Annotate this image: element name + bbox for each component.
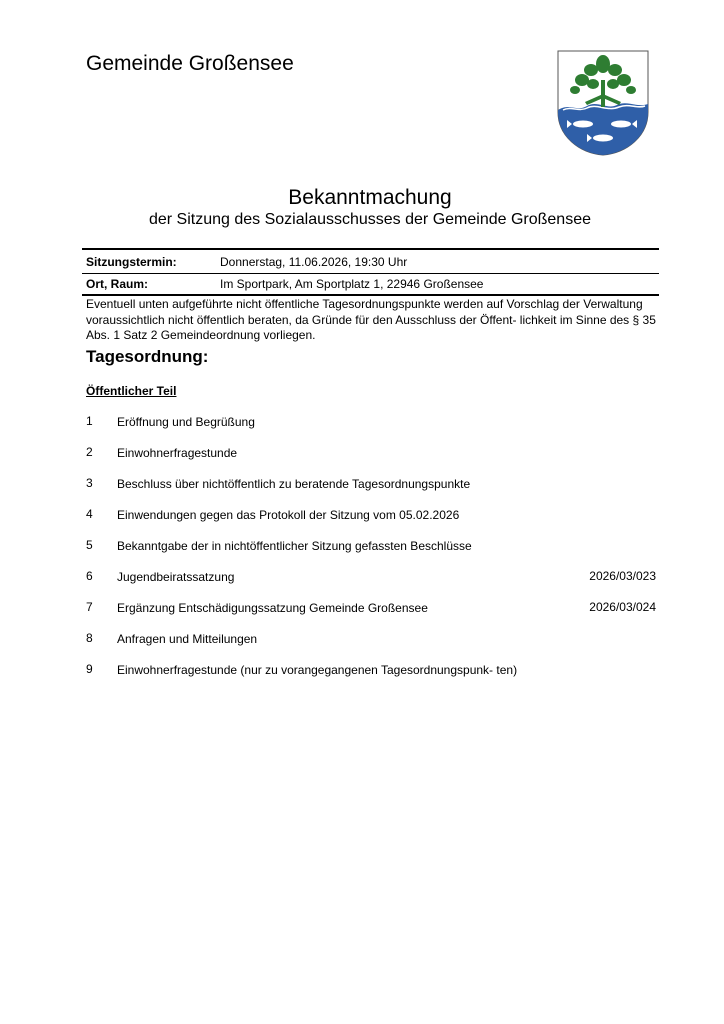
agenda-heading: Tagesordnung:: [86, 347, 209, 366]
public-section-heading: Öffentlicher Teil: [86, 384, 177, 398]
municipality-name: Gemeinde Großensee: [86, 52, 294, 75]
agenda-item-number: 8: [86, 631, 93, 645]
meeting-place-value: Im Sportpark, Am Sportplatz 1, 22946 Großensee: [220, 277, 484, 291]
divider-top: [82, 248, 659, 250]
agenda-item-text: Ergänzung Entschädigungssatzung Gemeinde Großensee: [117, 601, 428, 615]
meeting-place-label: Ort, Raum:: [86, 277, 149, 291]
document-subtitle: der Sitzung des Sozialausschusses der Gemeinde Großensee: [148, 211, 591, 228]
agenda-item-number: 2: [86, 445, 93, 459]
agenda-item-reference: 2026/03/023: [589, 569, 656, 583]
agenda-item-text: Beschluss über nichtöffentlich zu beratende Tagesordnungspunkte: [117, 477, 471, 491]
meeting-date-label: Sitzungstermin:: [86, 255, 177, 269]
agenda-item-text: Jugendbeiratssatzung: [117, 570, 235, 584]
agenda-item-reference: 2026/03/024: [589, 600, 656, 614]
meeting-date-value: Donnerstag, 11.06.2026, 19:30 Uhr: [220, 255, 408, 269]
agenda-item-number: 1: [86, 414, 93, 428]
agenda-item-number: 5: [86, 538, 93, 552]
agenda-item-text: Anfragen und Mitteilungen: [117, 632, 258, 646]
agenda-item-number: 9: [86, 662, 93, 676]
agenda-item-number: 4: [86, 507, 93, 521]
non-public-notice: Eventuell unten aufgeführte nicht öffentliche Tagesordnungspunkte werden auf Vorschlag der Verwaltung voraussichtlich nicht öffentlich beraten, da Gründe für den Ausschluss der Öffent- lichkeit im Sinne des § 35 Abs. 1 Satz 2 Gemeindeordnung vorliegen.: [86, 297, 656, 342]
document-title: Bekanntmachung: [288, 186, 452, 209]
agenda-item-text: Eröffnung und Begrüßung: [117, 415, 255, 429]
agenda-item-text: Einwohnerfragestunde (nur zu vorangegangenen Tagesordnungspunk- ten): [117, 663, 518, 677]
divider-middle: [82, 273, 659, 274]
agenda-item-number: 3: [86, 476, 93, 490]
agenda-item-number: 7: [86, 600, 93, 614]
agenda-item-number: 6: [86, 569, 93, 583]
agenda-item-text: Einwohnerfragestunde: [117, 446, 238, 460]
divider-bottom: [82, 294, 659, 296]
agenda-item-text: Bekanntgabe der in nichtöffentlicher Sitzung gefassten Beschlüsse: [117, 539, 472, 553]
coat-of-arms-crest: [557, 50, 649, 156]
agenda-item-text: Einwendungen gegen das Protokoll der Sitzung vom 05.02.2026: [117, 508, 460, 522]
